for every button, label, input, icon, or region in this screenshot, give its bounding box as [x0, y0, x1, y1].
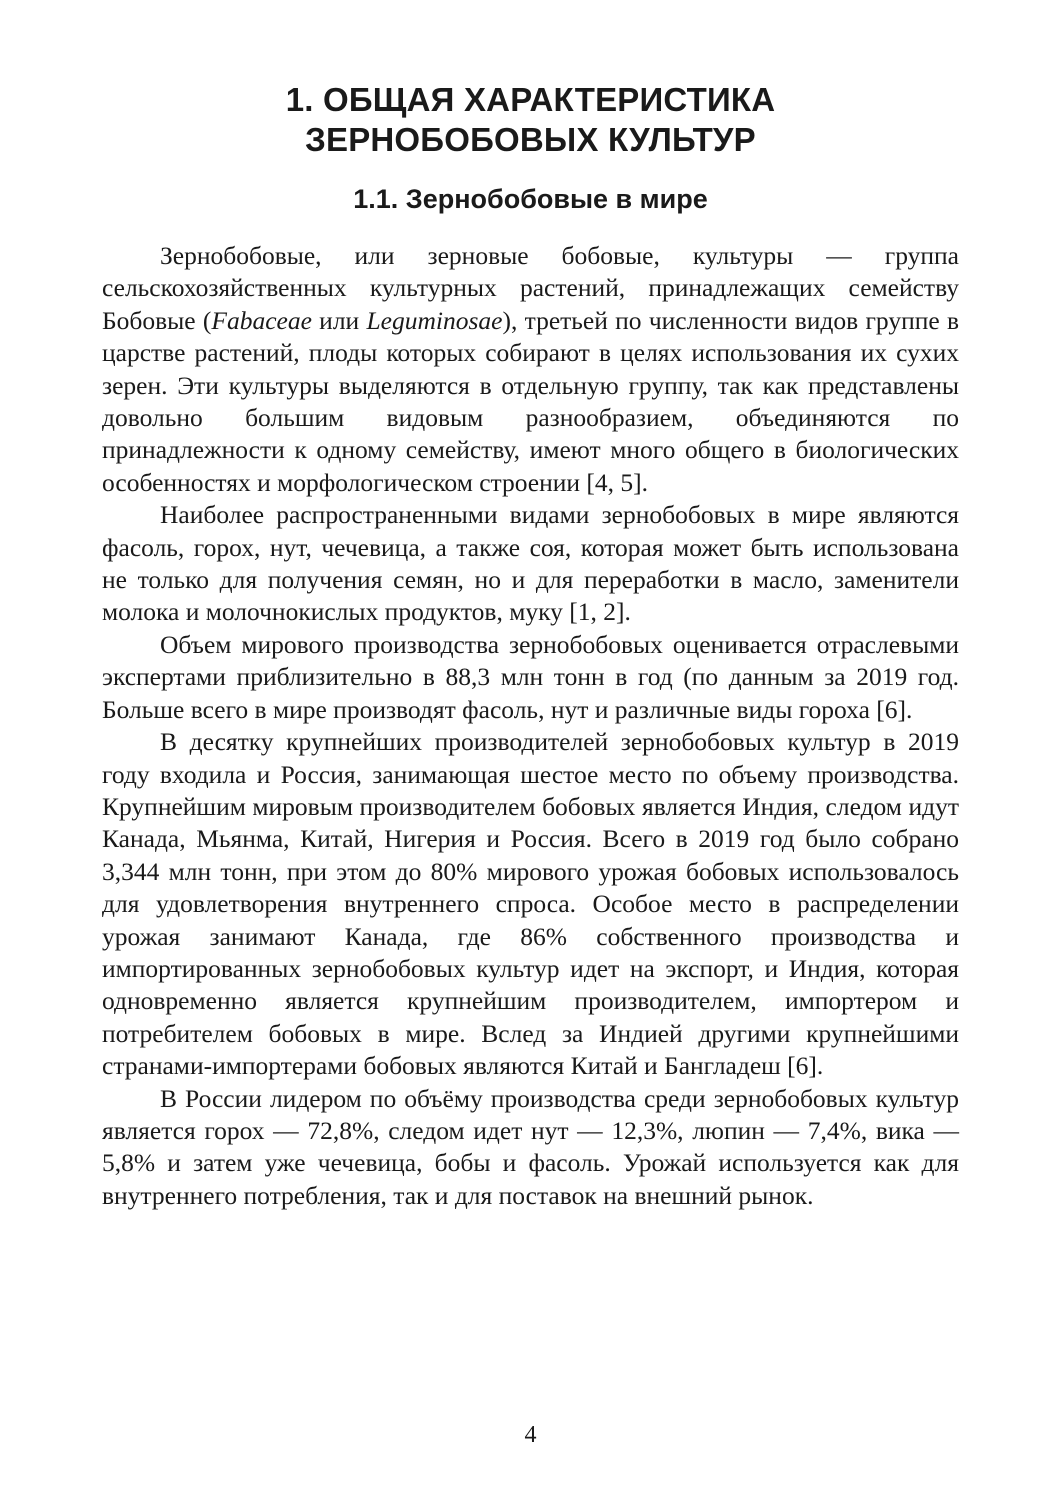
paragraph-1 — [102, 240, 959, 499]
chapter-title — [100, 80, 961, 160]
paragraph-4: В десятку крупнейших производителей зернобобовых культур в 2019 году входила и Россия, занимающая шестое место по объему производства. Крупнейшим мировым производителем бобовых является Индия, следом идут Канада, Мьянма, Китай, Нигерия и Россия. Всего в 2019 год было собрано 3,344 млн тонн, при этом до 80% мирового урожая бобовых использовалось для удовлетворения внутреннего спроса. Особое место в распределении урожая занимают Канада, где 86% собственного производства и импортированных зернобобовых культур идет на экспорт, и Индия, которая одновременно является крупнейшим производителем, импортером и потребителем бобовых в мире. Вслед за Индией другими крупнейшими странами-импортерами бобовых являются Китай и Бангладеш [6]. — [102, 727, 959, 1081]
paragraph-5: В России лидером по объёму производства среди зернобобовых культур является горох — 72,8%, следом идет нут — 12,3%, люпин — 7,4%, вика — 5,8% и затем уже чечевица, бобы и фасоль. Урожай используется как для внутреннего потребления, так и для поставок на внешний рынок. — [102, 1083, 959, 1210]
paragraph-3: Объем мирового производства зернобобовых оценивается отраслевыми экспертами приблизительно в 88,3 млн тонн в год (по данным за 2019 год. Больше всего в мире производят фасоль, нут и различные виды гороха [6]. — [102, 629, 959, 724]
page-number: 4 — [524, 1422, 537, 1448]
section-title: 1.1. Зернобобовые в мире — [353, 184, 708, 214]
latin-name-fabaceae: Fabaceae — [211, 305, 312, 335]
paragraph-1-text-c: ), третьей по численности видов группе в царстве растений, плоды которых собирают в целях использования их сухих зерен. Эти культуры выделяются в отдельную группу, так как представлены довольно большим видовым разнообразием, объединяются по принадлежности к одному семейству, имеют много общего в биологических особенностях и морфологическом строении [4, 5]. — [102, 305, 959, 497]
latin-name-leguminosae: Leguminosae — [366, 305, 503, 335]
paragraph-1-text-b: или — [311, 305, 367, 335]
paragraph-2: Наиболее распространенными видами зернобобовых в мире являются фасоль, горох, нут, чечевица, а также соя, которая может быть использована не только для получения семян, но и для переработки в масло, заменители молока и молочнокислых продуктов, муку [1, 2]. — [102, 500, 959, 627]
chapter-title-line-2: ЗЕРНОБОБОВЫХ КУЛЬТУР — [305, 121, 756, 158]
paragraph-1-text-a: Зернобобовые, или зерновые бобовые, культуры — группа сельскохозяйственных культурных растений, принадлежащих семейству Бобовые ( — [102, 241, 959, 335]
body-text — [102, 240, 959, 1212]
chapter-title-line-1: 1. ОБЩАЯ ХАРАКТЕРИСТИКА — [285, 81, 776, 118]
